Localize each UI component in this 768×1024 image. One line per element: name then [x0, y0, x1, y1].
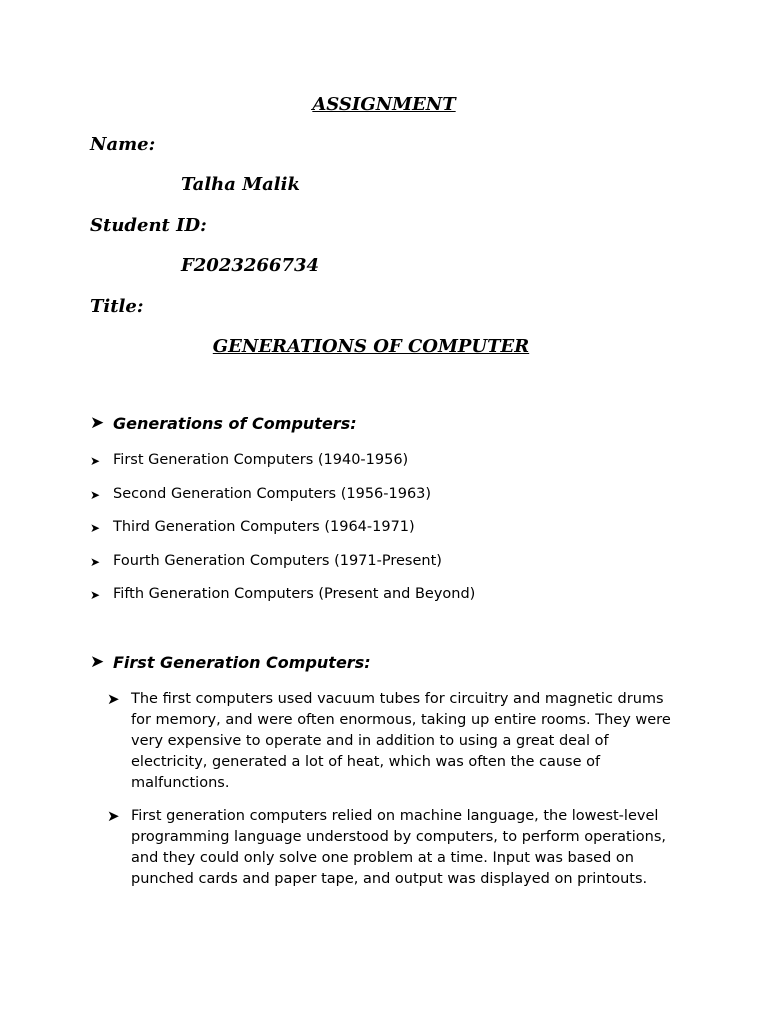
arrowhead-bullet-icon: ➤ [90, 487, 101, 502]
title-label: Title: [90, 296, 144, 317]
list-item-text: Second Generation Computers (1956-1963) [113, 485, 432, 502]
paragraph-text: The first computers used vacuum tubes for circuitry and magnetic drums for memory, and were often enormous, taking up entire rooms. They were very expensive to operate and in addition to using a great deal of electricity, generated a lot of heat, which was often the cause of malfunctions. [131, 691, 671, 791]
list-item-text: Fifth Generation Computers (Present and Beyond) [113, 586, 476, 603]
name-value: Talha Malik [181, 174, 300, 195]
paragraph-machine-language [107, 806, 687, 890]
arrowhead-bullet-icon: ➤ [90, 554, 101, 569]
name-label: Name: [90, 134, 156, 155]
arrowhead-bullet-icon: ➤ [90, 588, 101, 603]
student-id-label: Student ID: [90, 215, 207, 236]
arrowhead-bullet-icon: ➤ [90, 521, 101, 536]
list-item-text: Third Generation Computers (1964-1971) [113, 519, 415, 536]
arrowhead-bullet-icon: ➤ [107, 690, 120, 708]
section-heading-text: First Generation Computers: [113, 653, 371, 672]
document-title: ASSIGNMENT [312, 94, 456, 115]
list-item-text: First Generation Computers (1940-1956) [113, 452, 409, 468]
list-item-text: Fourth Generation Computers (1971-Present) [113, 552, 442, 569]
paragraph-text: First generation computers relied on machine language, the lowest-level programming language understood by computers, to perform operations, and they could only solve one problem at a time. Input was based on punched cards and paper tape, and output was displayed on printouts. [131, 808, 666, 887]
paragraph-vacuum-tubes [107, 689, 687, 794]
student-id-value: F2023266734 [181, 255, 320, 276]
arrowhead-bullet-icon: ➤ [90, 413, 105, 433]
title-value: GENERATIONS OF COMPUTER [212, 336, 530, 357]
arrowhead-bullet-icon: ➤ [90, 454, 101, 468]
arrowhead-bullet-icon: ➤ [107, 807, 120, 825]
section-heading-text: Generations of Computers: [113, 414, 357, 433]
arrowhead-bullet-icon: ➤ [90, 652, 105, 672]
